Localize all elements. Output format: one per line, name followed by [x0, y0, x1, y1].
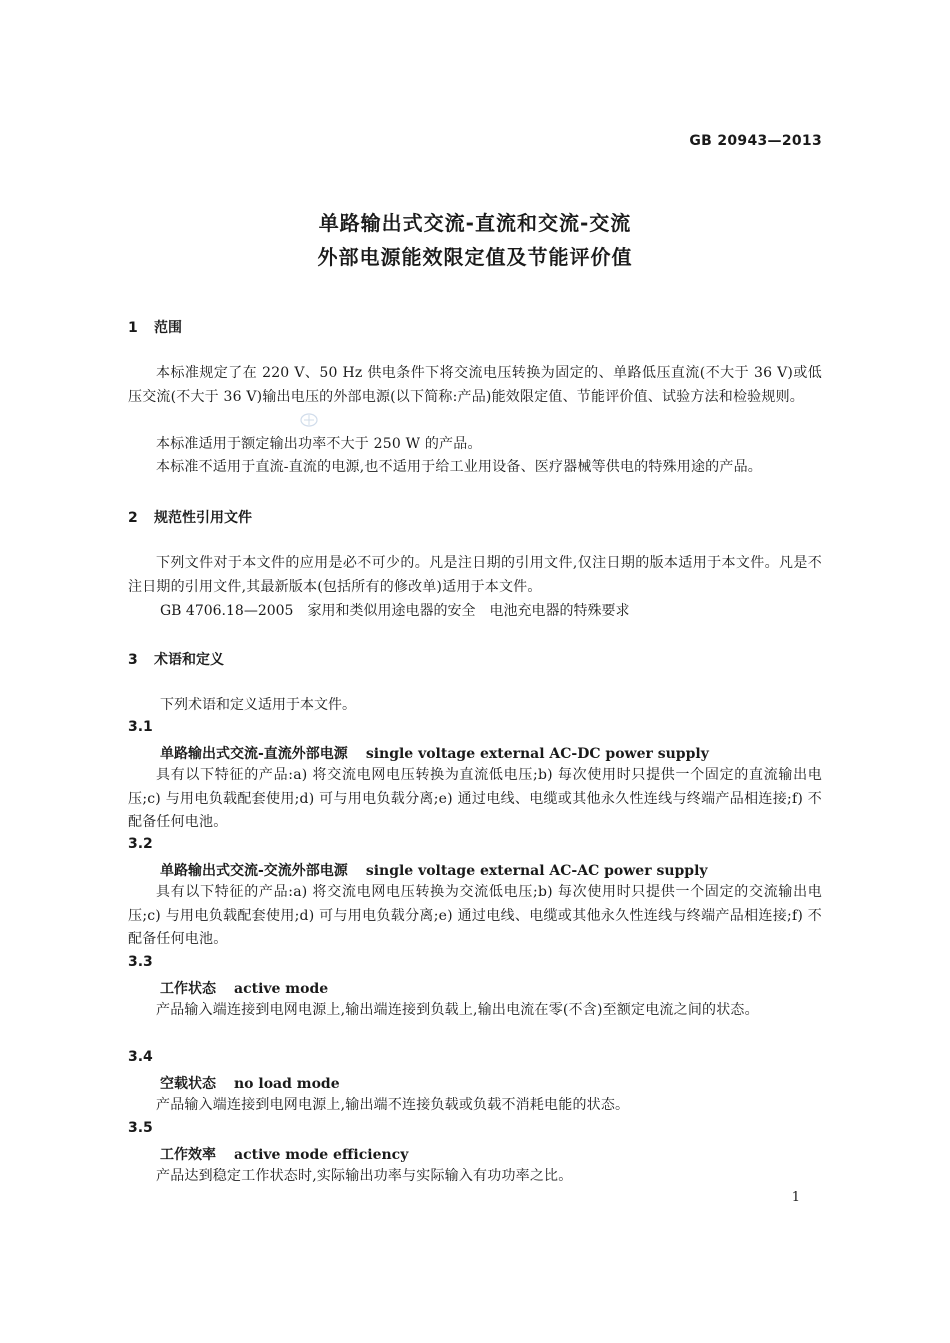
section-title: 范围	[154, 320, 182, 336]
section-1-heading	[128, 317, 182, 337]
standard-code: GB 20943—2013	[689, 133, 822, 149]
watermark-logo-icon	[300, 413, 318, 427]
term-number: 3.1	[128, 719, 153, 735]
term-heading	[160, 860, 708, 880]
term-number: 3.4	[128, 1049, 153, 1065]
section-title: 术语和定义	[154, 652, 224, 668]
page-number: 1	[791, 1190, 800, 1205]
term-definition: 产品输入端连接到电网电源上,输出端连接到负载上,输出电流在零(不含)至额定电流之间的状态。	[156, 1002, 759, 1018]
section-1-paragraph-2: 本标准适用于额定输出功率不大于 250 W 的产品。	[156, 436, 482, 452]
section-3-heading	[128, 649, 224, 669]
term-number: 3.5	[128, 1120, 153, 1136]
term-english: active mode efficiency	[234, 1147, 409, 1163]
title-line-2: 外部电源能效限定值及节能评价值	[317, 245, 633, 269]
term-definition: 产品输入端连接到电网电源上,输出端不连接负载或负载不消耗电能的状态。	[156, 1097, 630, 1113]
term-chinese: 工作效率	[160, 1147, 216, 1163]
term-chinese: 单路输出式交流-交流外部电源	[160, 863, 348, 879]
section-2-heading	[128, 507, 252, 527]
term-chinese: 单路输出式交流-直流外部电源	[160, 746, 348, 762]
term-chinese: 空载状态	[160, 1076, 216, 1092]
term-english: active mode	[234, 981, 329, 997]
term-number: 3.2	[128, 836, 153, 852]
term-english: single voltage external AC-DC power supply	[365, 746, 709, 762]
term-number: 3.3	[128, 954, 153, 970]
term-definition: 具有以下特征的产品:a) 将交流电网电压转换为交流低电压;b) 每次使用时只提供一个固定的交流输出电压;c) 与用电负载配套使用;d) 可与用电负载分离;e) 通过电线、电缆或其他永久性连线与终端产品相连接;f) 不配备任何电池。	[128, 884, 822, 947]
term-definition: 具有以下特征的产品:a) 将交流电网电压转换为直流低电压;b) 每次使用时只提供一个固定的直流输出电压;c) 与用电负载配套使用;d) 可与用电负载分离;e) 通过电线、电缆或其他永久性连线与终端产品相连接;f) 不配备任何电池。	[128, 767, 822, 830]
term-heading	[160, 978, 328, 998]
reference-title-part-1: 家用和类似用途电器的安全	[307, 603, 476, 619]
term-english: single voltage external AC-AC power supply	[365, 863, 708, 879]
reference-code: GB 4706.18—2005	[160, 603, 294, 619]
section-number: 2	[128, 510, 138, 526]
term-heading	[160, 1144, 408, 1164]
term-english: no load mode	[234, 1076, 340, 1092]
term-heading	[160, 743, 709, 763]
section-number: 3	[128, 652, 138, 668]
section-1-paragraph-1: 本标准规定了在 220 V、50 Hz 供电条件下将交流电压转换为固定的、单路低压直流(不大于 36 V)或低压交流(不大于 36 V)输出电压的外部电源(以下简称:产品)能效限定值、节能评价值、试验方法和检验规则。	[128, 365, 822, 405]
section-2-paragraph-1: 下列文件对于本文件的应用是必不可少的。凡是注日期的引用文件,仅注日期的版本适用于本文件。凡是不注日期的引用文件,其最新版本(包括所有的修改单)适用于本文件。	[128, 555, 822, 595]
reference-title-part-2: 电池充电器的特殊要求	[489, 603, 630, 619]
term-heading	[160, 1073, 340, 1093]
section-number: 1	[128, 320, 138, 336]
term-chinese: 工作状态	[160, 981, 216, 997]
section-title: 规范性引用文件	[154, 510, 252, 526]
normative-reference	[160, 600, 629, 620]
section-1-paragraph-3: 本标准不适用于直流-直流的电源,也不适用于给工业用设备、医疗器械等供电的特殊用途的产品。	[156, 459, 762, 475]
section-3-intro: 下列术语和定义适用于本文件。	[160, 697, 356, 713]
title-line-1: 单路输出式交流-直流和交流-交流	[318, 211, 632, 235]
document-title	[0, 206, 950, 274]
term-definition: 产品达到稳定工作状态时,实际输出功率与实际输入有功功率之比。	[156, 1168, 573, 1184]
